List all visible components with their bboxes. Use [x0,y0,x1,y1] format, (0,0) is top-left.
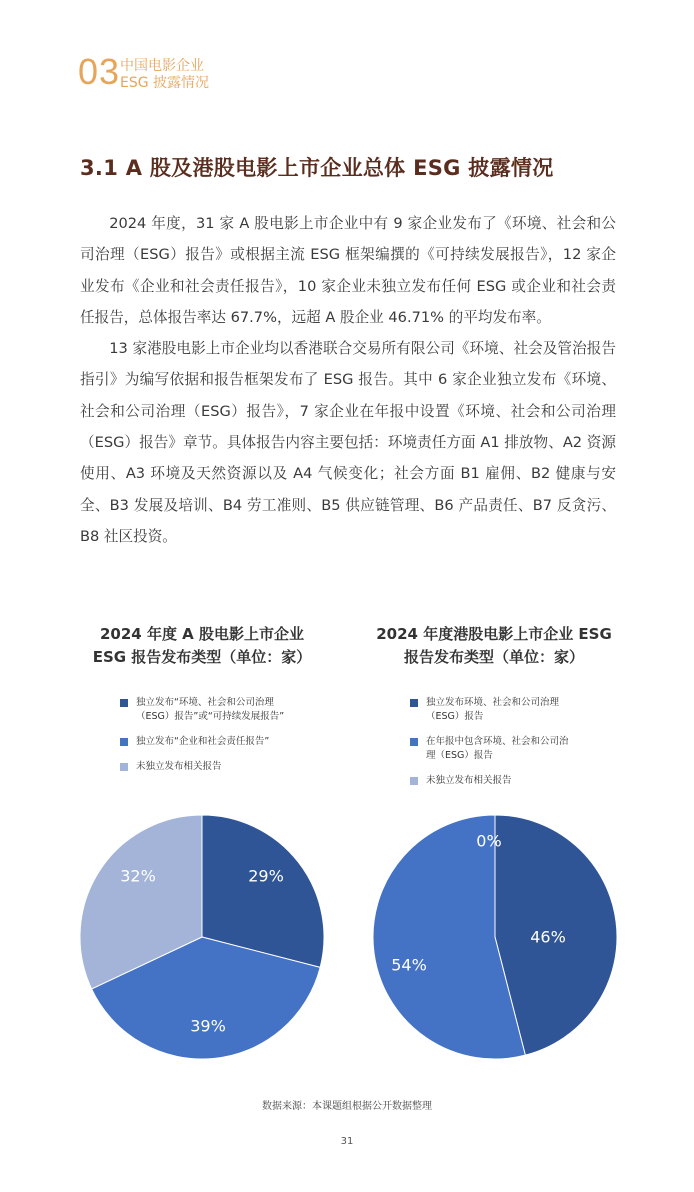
paragraph: 13 家港股电影上市企业均以香港联合交易所有限公司《环境、社会及管治报告指引》为编写依据和报告框架发布了 ESG 报告。其中 6 家企业独立发布《环境、社会和公司治理（ESG）报告》，7 家企业在年报中设置《环境、社会和公司治理（ESG）报告》章节。具体报告内容主要包括：环境责任方面 A1 排放物、A2 资源使用、A3 环境及天然资源以及 A4 气候变化；社会方面 B1 雇佣、B2 健康与安全、B3 发展及培训、B4 劳工准则、B5 供应链管理、B6 产品责任、B7 反贪污、B8 社区投资。 [80,340,616,545]
pie-data-label: 39% [190,1016,226,1036]
chart1-legend [120,696,340,785]
chart1-title [74,623,330,669]
pie-data-label: 54% [391,955,427,975]
chapter-title-line1: 中国电影企业 [120,58,204,74]
body-text [80,208,616,552]
legend-item [120,760,340,774]
legend-label: 未独立发布相关报告 [136,761,222,772]
chart1-pie [70,805,334,1069]
pie-data-label: 32% [120,866,156,886]
legend-label: 未独立发布相关报告 [426,775,512,786]
legend-label: 独立发布环境、社会和公司治理 （ESG）报告 [426,697,560,722]
section-title: 3.1 A 股及港股电影上市企业总体 ESG 披露情况 [80,156,554,180]
legend-swatch [410,777,418,785]
legend-label: 在年报中包含环境、社会和公司治 理（ESG）报告 [426,736,569,761]
legend-swatch [120,738,128,746]
chart1-title-line1: 2024 年度 A 股电影上市企业 [99,625,305,643]
chart1-title-line2: ESG 报告发布类型（单位：家） [92,648,312,666]
chart2-title [354,623,634,669]
legend-item [410,774,600,788]
chart2-title-line2: 报告发布类型（单位：家） [403,648,584,666]
pie-data-label: 29% [248,866,284,886]
page-number: 31 [340,1136,354,1147]
legend-item [120,735,340,749]
legend-label: 独立发布“企业和社会责任报告” [136,736,270,747]
chart2-pie [363,805,627,1069]
pie-data-label: 46% [530,927,566,947]
legend-swatch [120,763,128,771]
legend-swatch [410,738,418,746]
chapter-number: 03 [78,51,121,92]
legend-item [120,696,340,724]
chart2-title-line1: 2024 年度港股电影上市企业 ESG [376,625,612,643]
pie-data-label: 0% [476,831,502,851]
legend-item [410,696,600,724]
chapter-title-line2: ESG 披露情况 [120,75,210,91]
data-source: 数据来源：本课题组根据公开数据整理 [262,1101,432,1112]
chapter-title [120,58,209,92]
legend-item [410,735,600,763]
chart2-legend [410,696,600,799]
legend-label: 独立发布“环境、社会和公司治理 （ESG）报告”或“可持续发展报告” [136,697,285,722]
paragraph: 2024 年度，31 家 A 股电影上市企业中有 9 家企业发布了《环境、社会和公司治理（ESG）报告》或根据主流 ESG 框架编撰的《可持续发展报告》，12 家企业发布《企业和社会责任报告》，10 家企业未独立发布任何 ESG 或企业和社会责任报告，总体报告率达 67.7%，远超 A 股企业 46.71% 的平均发布率。 [80,215,616,326]
legend-swatch [410,699,418,707]
legend-swatch [120,699,128,707]
